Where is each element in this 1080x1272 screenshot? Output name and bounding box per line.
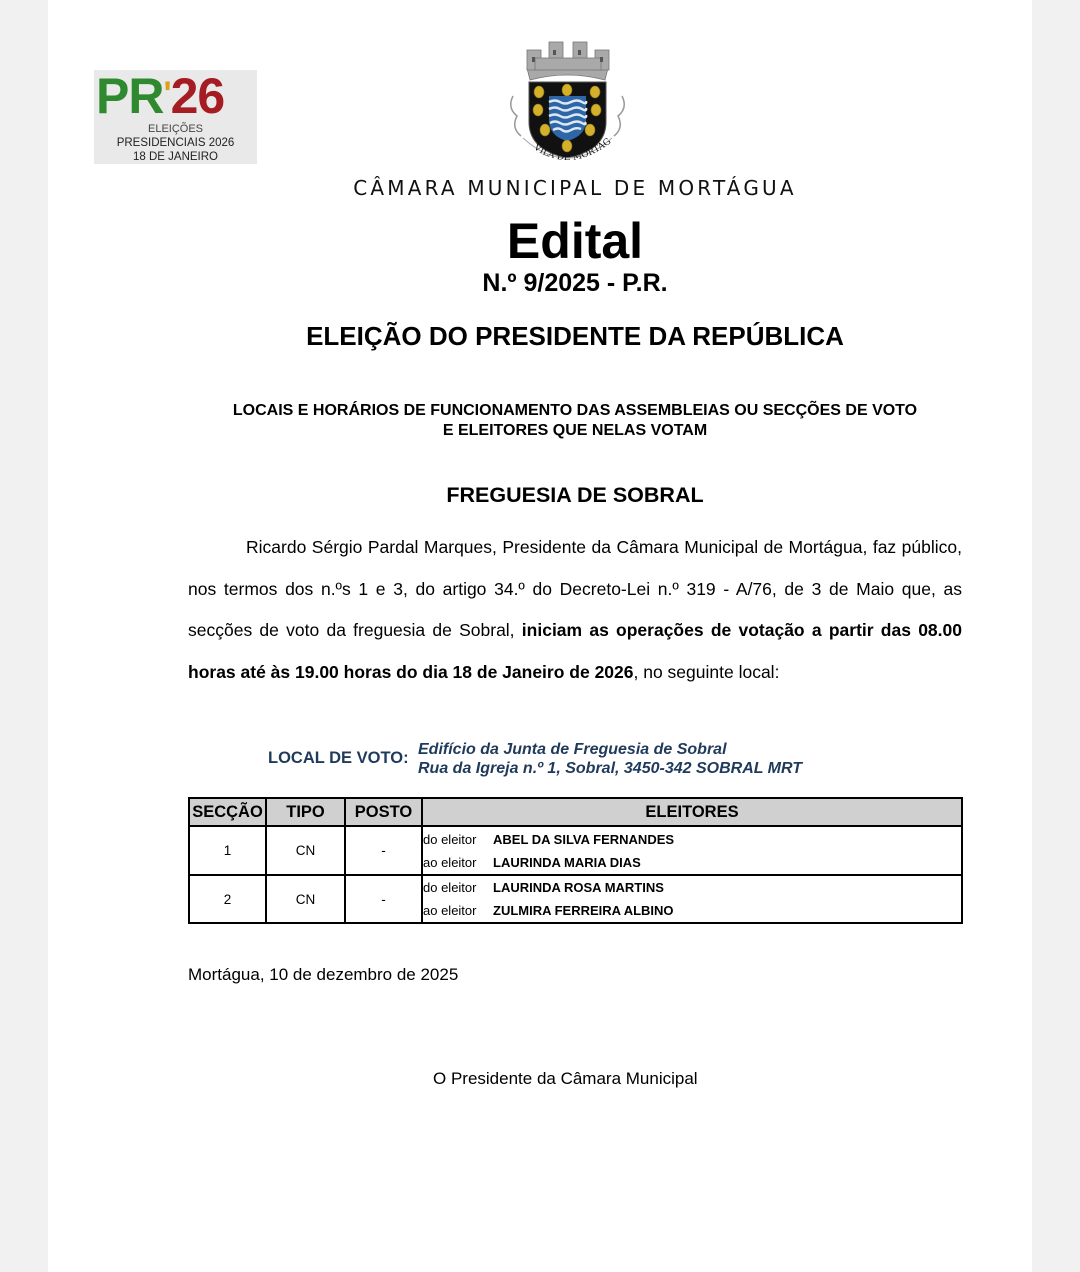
voting-location-name: Edifício da Junta de Freguesia de Sobral bbox=[418, 741, 727, 758]
subtitle-line2: E ELEITORES QUE NELAS VOTAM bbox=[442, 422, 708, 439]
header-tipo: TIPO bbox=[266, 798, 345, 826]
document-title: Edital bbox=[506, 213, 644, 269]
cell-tipo: CN bbox=[266, 826, 345, 875]
logo-line3: 18 DE JANEIRO bbox=[133, 151, 218, 163]
pr26-wordmark bbox=[96, 70, 224, 122]
voting-location-address: Rua da Igreja n.º 1, Sobral, 3450-342 SOBRAL MRT bbox=[418, 760, 803, 777]
from-label: do eleitor bbox=[423, 831, 477, 847]
crest-motto: VILA DE MORTÁG bbox=[531, 136, 614, 164]
pr26-logo bbox=[94, 70, 257, 164]
municipal-crest-icon bbox=[505, 38, 630, 166]
from-label: do eleitor bbox=[423, 880, 477, 895]
header-seccao: SECÇÃO bbox=[189, 798, 266, 826]
cell-posto: - bbox=[345, 875, 422, 923]
cell-posto: - bbox=[345, 826, 422, 875]
logo-year: 26 bbox=[170, 68, 225, 124]
to-voter-name: LAURINDA MARIA DIAS bbox=[493, 854, 641, 870]
from-voter-name: ABEL DA SILVA FERNANDES bbox=[493, 831, 675, 847]
election-heading: ELEIÇÃO DO PRESIDENTE DA REPÚBLICA bbox=[306, 321, 844, 351]
cell-eleitores bbox=[422, 875, 962, 923]
table-row bbox=[189, 875, 962, 923]
voter-range-from bbox=[423, 876, 961, 899]
voter-range-to bbox=[423, 899, 961, 922]
announcement-paragraph bbox=[188, 527, 962, 693]
logo-apostrophe: ' bbox=[163, 75, 171, 113]
table-header-row bbox=[189, 798, 962, 826]
header-eleitores: ELEITORES bbox=[422, 798, 962, 826]
cell-seccao: 1 bbox=[189, 826, 266, 875]
paragraph-text-1: Ricardo Sérgio Pardal Marques, Presidente da Câmara Municipal de Mortágua, faz público, nos termos dos n.ºs 1 e 3, do artigo 34.º do Decreto-Lei n.º 319 - A/76, de 3 de Maio que, as secções de voto da freguesia de Sobral, bbox=[188, 537, 962, 640]
institution-name: CÂMARA MUNICIPAL DE MORTÁGUA bbox=[353, 176, 797, 200]
subtitle bbox=[0, 401, 1080, 441]
logo-line2: PRESIDENCIAIS 2026 bbox=[116, 137, 235, 149]
voter-range-from bbox=[423, 828, 961, 851]
sections-table bbox=[188, 797, 963, 924]
paragraph-bold-text: iniciam as operações de votação a partir das 08.00 horas até às 19.00 horas do dia 18 de Janeiro de 2026 bbox=[188, 620, 962, 682]
place-date: Mortágua, 10 de dezembro de 2025 bbox=[188, 965, 459, 984]
cell-eleitores bbox=[422, 826, 962, 875]
paragraph-text-2: , no seguinte local: bbox=[633, 661, 780, 682]
cell-tipo: CN bbox=[266, 875, 345, 923]
to-voter-name: ZULMIRA FERREIRA ALBINO bbox=[493, 903, 674, 918]
voting-location-label: LOCAL DE VOTO: bbox=[268, 749, 409, 767]
cell-seccao: 2 bbox=[189, 875, 266, 923]
from-voter-name: LAURINDA ROSA MARTINS bbox=[493, 880, 664, 895]
logo-line1: ELEIÇÕES bbox=[147, 123, 204, 135]
subtitle-line1: LOCAIS E HORÁRIOS DE FUNCIONAMENTO DAS ASSEMBLEIAS OU SECÇÕES DE VOTO bbox=[232, 402, 918, 419]
to-label: ao eleitor bbox=[423, 854, 477, 870]
logo-pr: PR bbox=[96, 68, 164, 124]
to-label: ao eleitor bbox=[423, 903, 477, 918]
signature-line: O Presidente da Câmara Municipal bbox=[433, 1069, 698, 1088]
header-posto: POSTO bbox=[345, 798, 422, 826]
document-number: N.º 9/2025 - P.R. bbox=[482, 269, 668, 297]
table-row bbox=[189, 826, 962, 875]
voter-range-to bbox=[423, 851, 961, 874]
parish-heading: FREGUESIA DE SOBRAL bbox=[446, 483, 704, 507]
